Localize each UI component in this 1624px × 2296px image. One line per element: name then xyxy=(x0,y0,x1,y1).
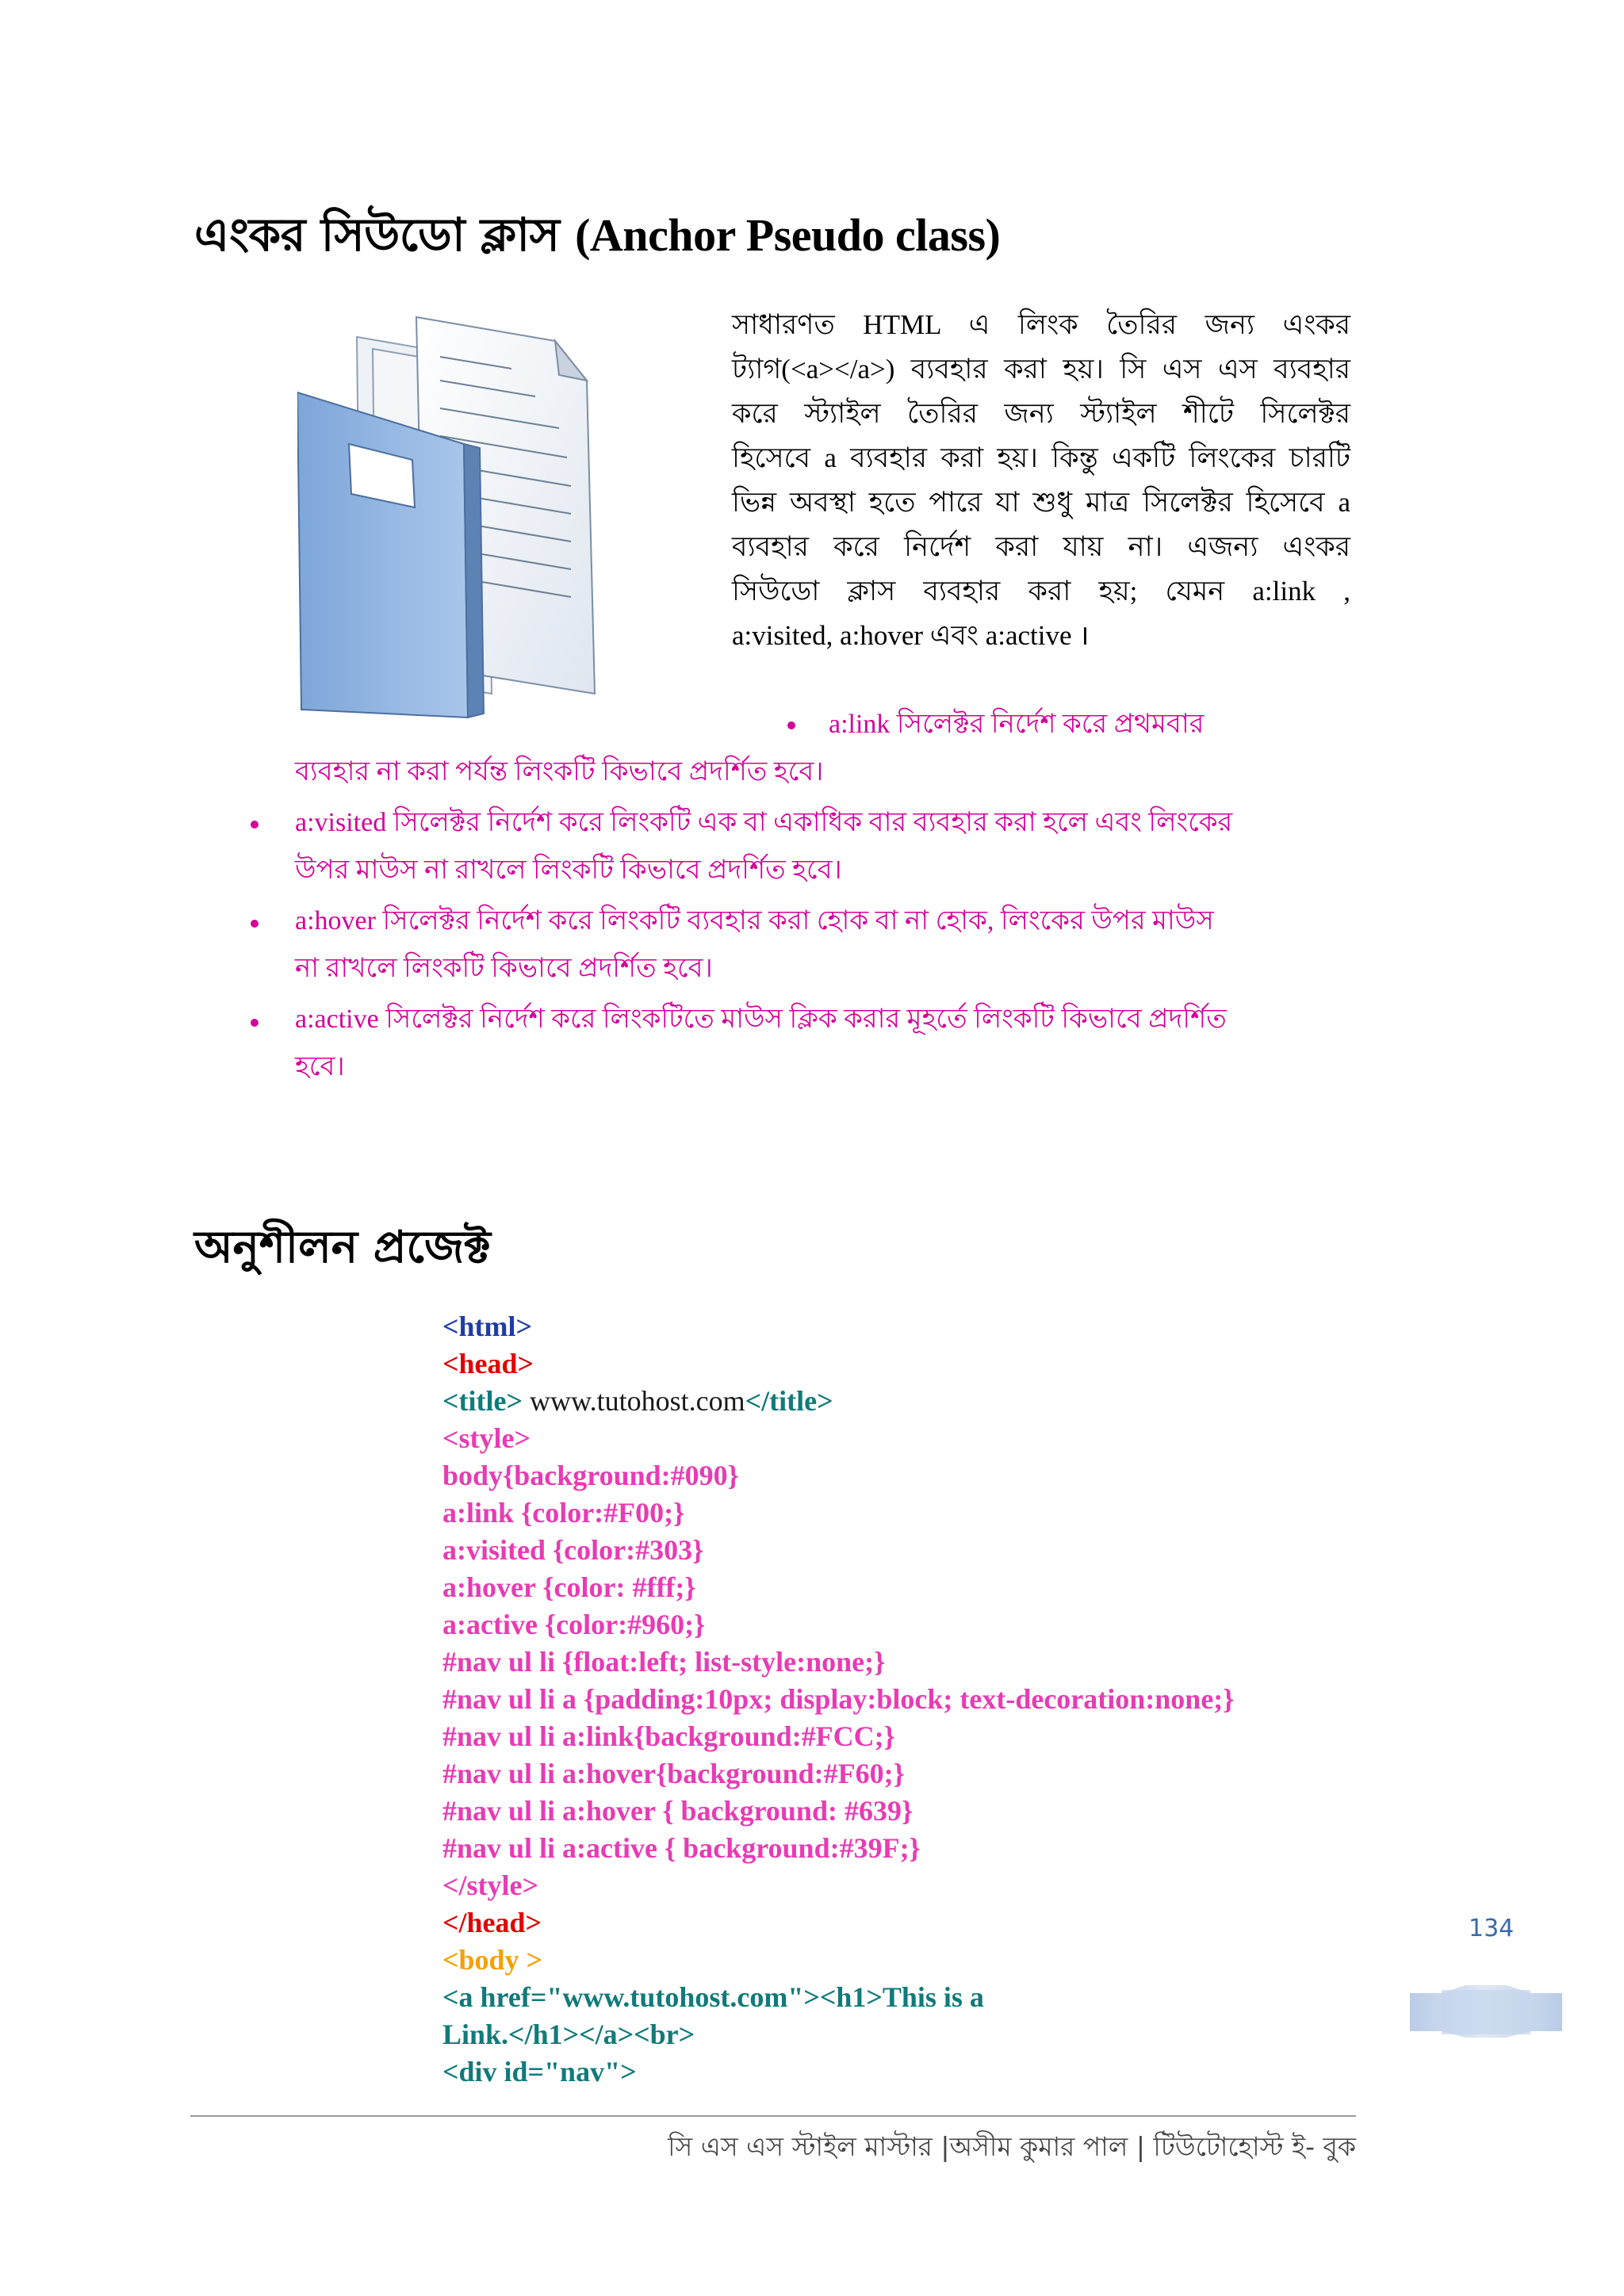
intro-line: ট্যাগ(<a></a>) ব্যবহার করা হয়। সি এস এস ব্যবহার xyxy=(732,354,1350,385)
list-item-hover-line1: a:hover সিলেক্টর নির্দেশ করে লিংকটি ব্যবহার করা হোক বা না হোক, লিংকের উপর মাউস xyxy=(295,906,1214,936)
code-line-title xyxy=(442,1383,833,1420)
intro-line: সাধারণত HTML এ লিংক তৈরির জন্য এংকর xyxy=(732,309,1350,340)
code-line-css: a:visited {color:#303} xyxy=(442,1534,704,1566)
code-title-text: www.tutohost.com xyxy=(523,1385,745,1417)
code-line-link: Link.</h1></a><br> xyxy=(442,2019,695,2050)
bullet-dot xyxy=(787,721,795,729)
code-line-css: a:hover {color: #fff;} xyxy=(442,1571,696,1603)
intro-line: ব্যবহার করে নির্দেশ করা যায় না। এজন্য এংকর xyxy=(732,531,1350,562)
code-line-html: <html> xyxy=(442,1311,533,1342)
list-item-link-line1: a:link সিলেক্টর নির্দেশ করে প্রথমবার xyxy=(829,710,1205,739)
code-line-css: #nav ul li a:hover { background: #639} xyxy=(442,1795,914,1827)
code-line-css: #nav ul li a:active { background:#39F;} xyxy=(442,1832,921,1864)
bullet-dot xyxy=(251,821,259,828)
list-item-active-line2: হবে। xyxy=(295,1052,345,1081)
code-line-head-close: </head> xyxy=(442,1907,542,1938)
list-item-hover-line2: না রাখলে লিংকটি কিভাবে প্রদর্শিত হবে। xyxy=(295,954,713,983)
code-line-css: #nav ul li a {padding:10px; display:block; text-decoration:none;} xyxy=(442,1683,1235,1715)
code-line-css: a:active {color:#960;} xyxy=(442,1609,706,1640)
code-line-head: <head> xyxy=(442,1348,534,1380)
intro-line: ভিন্ন অবস্থা হতে পারে যা শুধু মাত্র সিলেক্টর হিসেবে a xyxy=(732,487,1350,518)
footer-rule xyxy=(190,2115,1356,2117)
footer-text: সি এস এস স্টাইল মাস্টার |অসীম কুমার পাল | টিউটোহোস্ট ই- বুক xyxy=(668,2131,1356,2162)
intro-line: করে স্ট্যাইল তৈরির জন্য স্ট্যাইল শীটে সিলেক্টর xyxy=(732,398,1350,429)
page-number: 134 xyxy=(1469,1915,1515,1942)
code-line-css: #nav ul li a:hover{background:#F60;} xyxy=(442,1758,905,1789)
heading-bangla: এংকর সিউডো ক্লাস xyxy=(194,208,560,262)
heading-english: (Anchor Pseudo class) xyxy=(575,209,1001,261)
list-item-visited-line2: উপর মাউস না রাখলে লিংকটি কিভাবে প্রদর্শিত হবে। xyxy=(295,855,842,885)
code-title-close: </title> xyxy=(745,1385,833,1417)
section-heading xyxy=(194,200,1000,277)
code-line-css: a:link {color:#F00;} xyxy=(442,1497,685,1529)
code-line-div: <div id="nav"> xyxy=(442,2056,637,2087)
page-tab-decoration-icon xyxy=(1410,1982,1562,2038)
intro-line: সিউডো ক্লাস ব্যবহার করা হয়; যেমন a:link , xyxy=(732,576,1350,607)
list-item-active-line1: a:active সিলেক্টর নির্দেশ করে লিংকটিতে মাউস ক্লিক করার মূহর্তে লিংকটি কিভাবে প্রদর্শিত xyxy=(295,1004,1227,1034)
bullet-dot xyxy=(251,920,259,928)
code-title-open: <title> xyxy=(442,1385,523,1417)
intro-line: হিসেবে a ব্যবহার করা হয়। কিন্তু একটি লিংকের চারটি xyxy=(732,442,1350,473)
code-line-body: <body > xyxy=(442,1944,543,1976)
code-line-style-close: </style> xyxy=(442,1869,539,1901)
code-line-css: #nav ul li {float:left; list-style:none;} xyxy=(442,1646,886,1678)
code-line-css: #nav ul li a:link{background:#FCC;} xyxy=(442,1720,895,1752)
list-item-visited-line1: a:visited সিলেক্টর নির্দেশ করে লিংকটি এক বা একাধিক বার ব্যবহার করা হলে এবং লিংকের xyxy=(295,808,1233,837)
document-folder-icon xyxy=(297,313,622,721)
intro-paragraph xyxy=(732,303,1350,658)
list-item-link-line2: ব্যবহার না করা পর্যন্ত লিংকটি কিভাবে প্রদর্শিত হবে। xyxy=(295,757,824,786)
code-line-css: body{background:#090} xyxy=(442,1460,739,1491)
practice-project-heading: অনুশীলন প্রজেক্ট xyxy=(194,1221,491,1273)
intro-line: a:visited, a:hover এবং a:active । xyxy=(732,620,1090,651)
code-line-style-open: <style> xyxy=(442,1422,531,1454)
code-line-link: <a href="www.tutohost.com"><h1>This is a xyxy=(442,1981,984,2013)
bullet-dot xyxy=(251,1019,259,1027)
